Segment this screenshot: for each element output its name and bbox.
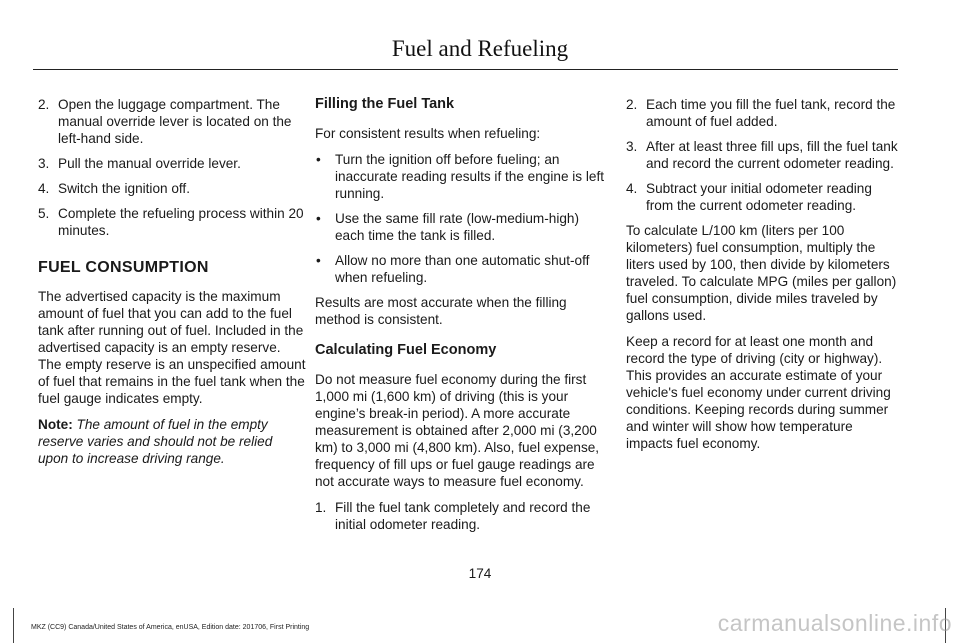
list-item	[626, 180, 898, 214]
paragraph-record-keeping: Keep a record for at least one month and record the type of driving (city or highway). This provides an accurate estimate of your vehicle's fuel economy under current driving conditions. Keeping records during summer and winter will show how temperature impacts fuel economy.	[626, 334, 891, 451]
paragraph-advertised-capacity: The advertised capacity is the maximum amount of fuel that you can add to the fuel tank after running out of fuel. Included in the advertised capacity is an empty reserve. The empty reserve is an unspecified amount of fuel that remains in the fuel tank when the fuel gauge indicates empty.	[38, 289, 306, 406]
list-item	[315, 151, 605, 202]
steps-list-continued	[626, 96, 898, 214]
steps-list	[315, 499, 605, 533]
bullet-icon: •	[316, 152, 321, 167]
list-item	[38, 180, 306, 197]
step-text: Subtract your initial odometer reading from the current odometer reading.	[646, 181, 872, 213]
note-label: Note:	[38, 417, 73, 432]
note	[38, 416, 306, 467]
steps-list-continued	[38, 96, 306, 239]
subheading-filling-tank: Filling the Fuel Tank	[315, 96, 455, 112]
crop-mark-left	[13, 608, 14, 643]
step-text: Each time you fill the fuel tank, record the amount of fuel added.	[646, 97, 896, 129]
step-number: 2.	[626, 97, 638, 112]
list-item	[38, 155, 306, 172]
paragraph-break-in: Do not measure fuel economy during the first 1,000 mi (1,600 km) of driving (this is your engine’s break-in period). A more accurate measurement is obtained after 2,000 mi (3,200 km) to 3,000 mi (4,800 km). Also, fuel expense, frequency of fill ups or fuel gauge readings are not accurate ways to measure fuel economy.	[315, 372, 600, 489]
step-number: 4.	[626, 181, 638, 196]
step-number: 1.	[315, 500, 327, 515]
step-number: 4.	[38, 181, 50, 196]
column-right	[626, 96, 898, 461]
subheading-calculating-economy: Calculating Fuel Economy	[315, 342, 497, 358]
watermark: carmanualsonline.info	[717, 610, 952, 636]
bullet-icon: •	[316, 211, 321, 226]
paragraph-intro: For consistent results when refueling:	[315, 126, 541, 141]
paragraph-results: Results are most accurate when the filling method is consistent.	[315, 295, 567, 327]
step-number: 3.	[626, 139, 638, 154]
list-item	[315, 499, 605, 533]
list-item	[315, 252, 605, 286]
step-text: Switch the ignition off.	[58, 181, 190, 196]
bullet-text: Turn the ignition off before fueling; an inaccurate reading results if the engine is left running.	[335, 152, 605, 201]
step-text: After at least three fill ups, fill the fuel tank and record the current odometer reading.	[646, 139, 898, 171]
header-divider	[33, 69, 898, 70]
step-number: 3.	[38, 156, 50, 171]
bullet-text: Use the same fill rate (low-medium-high) each time the tank is filled.	[335, 211, 580, 243]
list-item	[626, 96, 898, 130]
list-item	[315, 210, 605, 244]
page-title: Fuel and Refueling	[391, 36, 569, 61]
list-item	[38, 96, 306, 147]
step-number: 2.	[38, 97, 50, 112]
step-number: 5.	[38, 206, 50, 221]
paragraph-calculation: To calculate L/100 km (liters per 100 kilometers) fuel consumption, multiply the liters used by 100, then divide by kilometers traveled. To calculate MPG (miles per gallon) fuel consumption, divide miles traveled by gallons used.	[626, 223, 897, 323]
step-text: Open the luggage compartment. The manual override lever is located on the left-hand side.	[58, 97, 292, 146]
step-text: Pull the manual override lever.	[58, 156, 241, 171]
column-middle	[315, 96, 605, 541]
list-item	[38, 205, 306, 239]
note-text: The amount of fuel in the empty reserve varies and should not be relied upon to increase driving range.	[38, 417, 273, 466]
page-number: 174	[468, 566, 492, 581]
bullet-list	[315, 151, 605, 286]
section-heading-fuel-consumption: FUEL CONSUMPTION	[38, 259, 209, 276]
bullet-text: Allow no more than one automatic shut-off when refueling.	[335, 253, 590, 285]
step-text: Complete the refueling process within 20 minutes.	[58, 206, 304, 238]
column-left	[38, 96, 306, 476]
bullet-icon: •	[316, 253, 321, 268]
list-item	[626, 138, 898, 172]
footer-edition: MKZ (CC9) Canada/United States of America, enUSA, Edition date: 201706, First Printing	[31, 624, 310, 631]
step-text: Fill the fuel tank completely and record the initial odometer reading.	[335, 500, 591, 532]
